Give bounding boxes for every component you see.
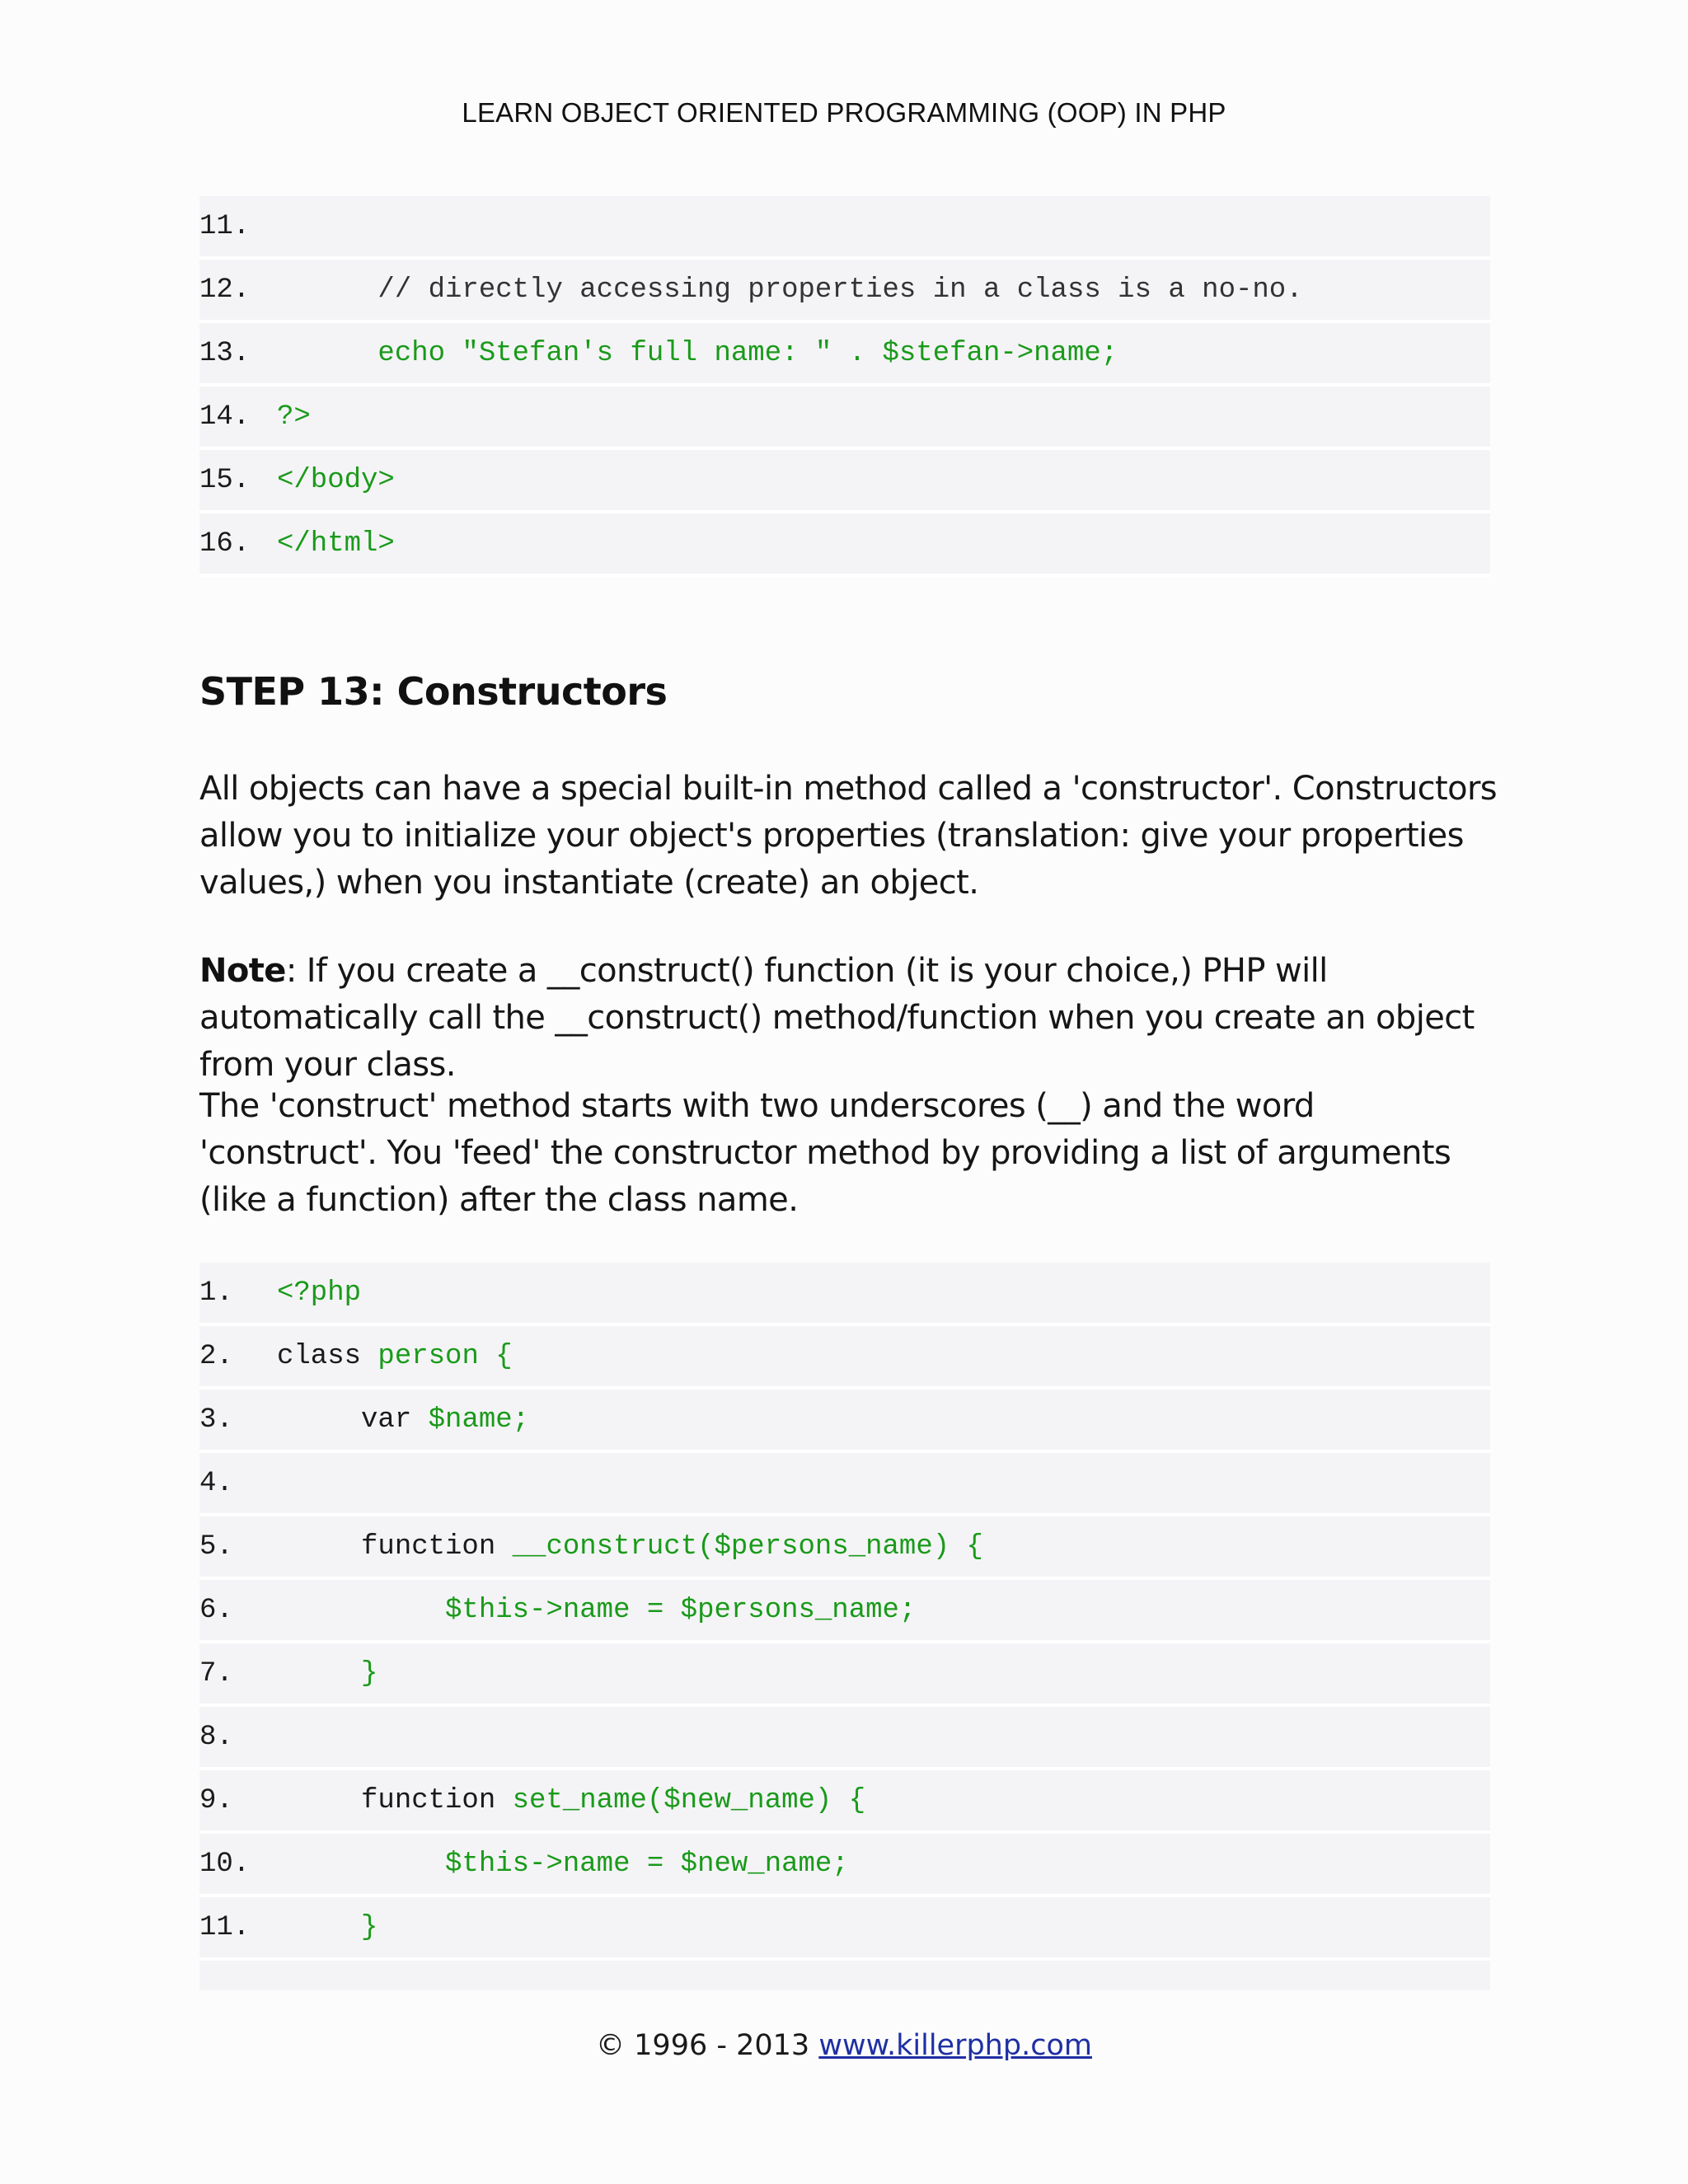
- line-number: 13.: [199, 337, 251, 369]
- code-line: [199, 1580, 1490, 1643]
- code-text: </html>: [277, 527, 395, 560]
- code-line: [199, 1516, 1490, 1580]
- code-line: [199, 1834, 1490, 1897]
- code-line: [199, 513, 1490, 577]
- line-number: 12.: [199, 274, 251, 306]
- code-line: [199, 323, 1490, 387]
- line-number: 15.: [199, 464, 251, 496]
- code-text: var $name;: [277, 1404, 530, 1436]
- line-number: 8.: [199, 1721, 233, 1753]
- code-text: <?php: [277, 1277, 362, 1309]
- line-number: 2.: [199, 1340, 233, 1372]
- line-number: 5.: [199, 1530, 233, 1563]
- paragraph: The 'construct' method starts with two underscores (__) and the word 'construct'. You 'feed' the constructor method by providing a list of arguments (like a function) after the class name.: [199, 1087, 1451, 1219]
- line-number: 11.: [199, 1911, 251, 1943]
- code-text: function set_name($new_name) {: [277, 1784, 866, 1816]
- note-label: Note: [199, 952, 286, 990]
- code-text: // directly accessing properties in a class is a no-no.: [277, 274, 1303, 306]
- code-text: class person {: [277, 1340, 513, 1372]
- code-line: [199, 260, 1490, 323]
- site-link[interactable]: www.killerphp.com: [818, 2029, 1092, 2062]
- code-line: [199, 1453, 1490, 1516]
- code-block: [199, 1263, 1490, 1990]
- line-number: 14.: [199, 401, 251, 433]
- code-line: [199, 1263, 1490, 1326]
- line-number: 1.: [199, 1277, 233, 1309]
- line-number: 11.: [199, 210, 251, 242]
- line-number: 7.: [199, 1657, 233, 1690]
- code-text: $this->name = $persons_name;: [277, 1594, 917, 1626]
- code-text: }: [277, 1657, 378, 1690]
- code-line: [199, 1643, 1490, 1707]
- code-text: }: [277, 1911, 378, 1943]
- code-line: [199, 1326, 1490, 1390]
- note-text: : If you create a __construct() function (it is your choice,) PHP will automatically call the __construct() method/function when you create an object from your class.: [199, 952, 1475, 1084]
- code-line: [199, 1770, 1490, 1834]
- code-line: [199, 387, 1490, 450]
- line-number: 10.: [199, 1848, 251, 1880]
- code-text: </body>: [277, 464, 395, 496]
- line-number: 9.: [199, 1784, 233, 1816]
- code-line: [199, 196, 1490, 260]
- line-number: 6.: [199, 1594, 233, 1626]
- code-block: [199, 196, 1490, 577]
- paragraph: All objects can have a special built-in method called a 'constructor'. Constructors allow you to initialize your object's properties (translation: give your properties values,) when you instantiate (create) an object.: [199, 770, 1498, 902]
- line-number: 3.: [199, 1404, 233, 1436]
- code-line: [199, 1897, 1490, 1961]
- code-text: $this->name = $new_name;: [277, 1848, 849, 1880]
- code-text: function __construct($persons_name) {: [277, 1530, 983, 1563]
- line-number: 16.: [199, 527, 251, 560]
- copyright-text: © 1996 - 2013: [596, 2029, 819, 2062]
- section-heading: STEP 13: Constructors: [199, 669, 668, 714]
- line-number: 4.: [199, 1467, 233, 1499]
- code-text: ?>: [277, 401, 311, 433]
- code-line: [199, 450, 1490, 513]
- note-paragraph: [199, 948, 1502, 1089]
- footer: [0, 2029, 1688, 2062]
- page-header: LEARN OBJECT ORIENTED PROGRAMMING (OOP) IN PHP: [462, 97, 1226, 128]
- code-line: [199, 1390, 1490, 1453]
- code-text: echo "Stefan's full name: " . $stefan->name;: [277, 337, 1118, 369]
- code-line: [199, 1707, 1490, 1770]
